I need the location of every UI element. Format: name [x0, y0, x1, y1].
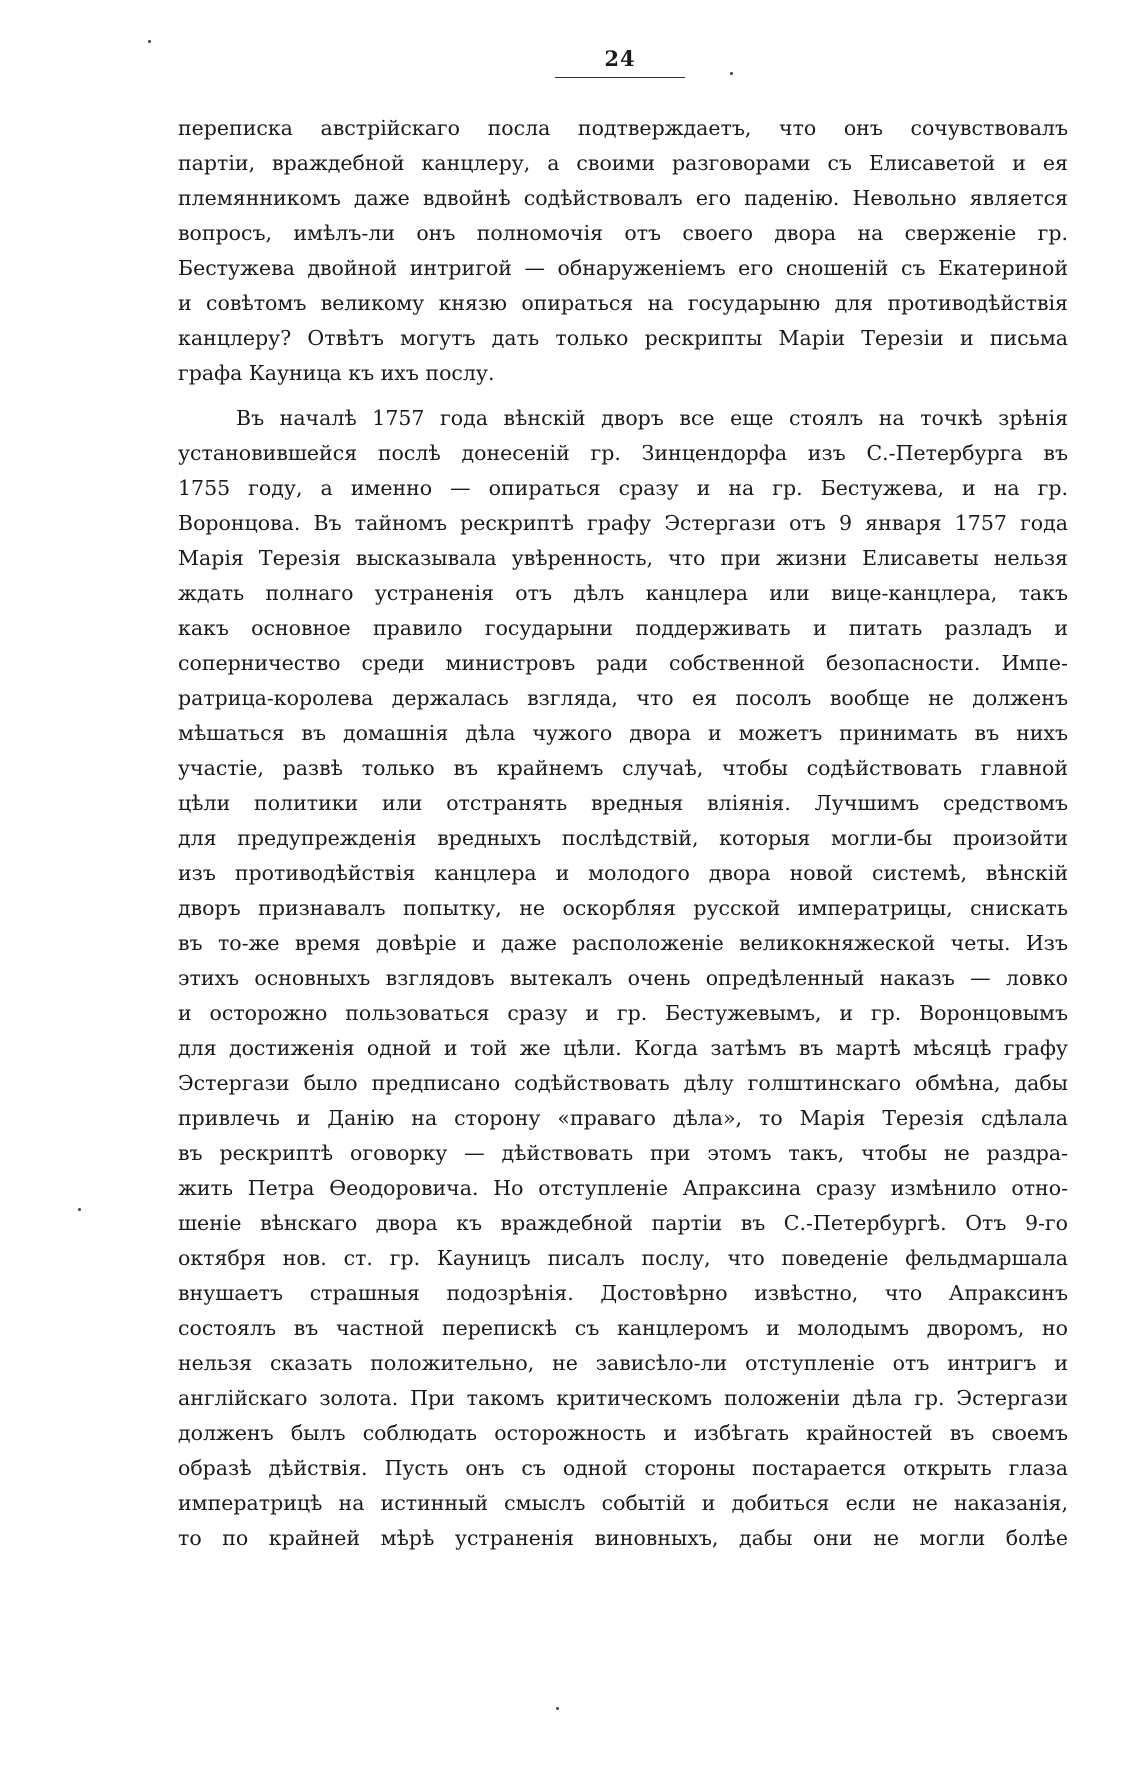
- scan-speck: [148, 40, 151, 43]
- scan-speck: [730, 72, 733, 75]
- text-line: ждать полнаго устраненія отъ дѣлъ канцлера или вице-канцлера, такъ: [178, 581, 1068, 605]
- text-line: императрицѣ на истинный смыслъ событій и добиться если не наказанія,: [178, 1491, 1068, 1515]
- text-line: партіи, враждебной канцлеру, а своими разговорами съ Елисаветой и ея: [178, 151, 1068, 175]
- text-line: Эстергази было предписано содѣйствовать дѣлу голштинскаго обмѣна, дабы: [178, 1071, 1068, 1095]
- text-line: и совѣтомъ великому князю опираться на государыню для противодѣйствія: [178, 291, 1068, 315]
- page-number: 24: [604, 46, 636, 71]
- text-line: переписка австрійскаго посла подтверждаетъ, что онъ сочувствовалъ: [178, 116, 1068, 140]
- text-line: жить Петра Ѳеодоровича. Но отступленіе Апраксина сразу измѣнило отно-: [178, 1176, 1068, 1200]
- text-line: мѣшаться въ домашнія дѣла чужого двора и можетъ принимать въ нихъ: [178, 721, 1068, 745]
- text-line: этихъ основныхъ взглядовъ вытекалъ очень опредѣленный наказъ — ловко: [178, 966, 1068, 990]
- text-line: и осторожно пользоваться сразу и гр. Бестужевымъ, и гр. Воронцовымъ: [178, 1001, 1068, 1025]
- text-line: шеніе вѣнскаго двора къ враждебной партіи въ С.-Петербургѣ. Отъ 9-го: [178, 1211, 1068, 1235]
- text-line: изъ противодѣйствія канцлера и молодого двора новой системѣ, вѣнскій: [178, 861, 1068, 885]
- text-line: внушаетъ страшныя подозрѣнія. Достовѣрно извѣстно, что Апраксинъ: [178, 1281, 1068, 1305]
- text-line: установившейся послѣ донесеній гр. Зинцендорфа изъ С.-Петербурга въ: [178, 441, 1068, 465]
- text-line: образѣ дѣйствія. Пусть онъ съ одной стороны постарается открыть глаза: [178, 1456, 1068, 1480]
- text-line: вопросъ, имѣлъ-ли онъ полномочія отъ своего двора на сверженіе гр.: [178, 221, 1068, 245]
- paragraph-2: [178, 401, 1068, 1556]
- text-line: нельзя сказать положительно, не зависѣло-ли отступленіе отъ интригъ и: [178, 1351, 1068, 1375]
- text-line: англійскаго золота. При такомъ критическомъ положеніи дѣла гр. Эстергази: [178, 1386, 1068, 1410]
- text-line: Въ началѣ 1757 года вѣнскій дворъ все еще стоялъ на точкѣ зрѣнія: [236, 406, 1068, 430]
- text-line: соперничество среди министровъ ради собственной безопасности. Импе-: [178, 651, 1068, 675]
- text-line: Воронцова. Въ тайномъ рескриптѣ графу Эстергази отъ 9 января 1757 года: [178, 511, 1068, 535]
- scan-speck: [78, 1208, 81, 1211]
- text-line: цѣли политики или отстранять вредныя вліянія. Лучшимъ средствомъ: [178, 791, 1068, 815]
- text-line: для предупрежденія вредныхъ послѣдствій, которыя могли-бы произойти: [178, 826, 1068, 850]
- text-line: Бестужева двойной интригой — обнаруженіемъ его сношеній съ Екатериной: [178, 256, 1068, 280]
- text-line: въ то-же время довѣріе и даже расположеніе великокняжеской четы. Изъ: [178, 931, 1068, 955]
- text-line: октября нов. ст. гр. Кауницъ писалъ послу, что поведеніе фельдмаршала: [178, 1246, 1068, 1270]
- text-line: дворъ признавалъ попытку, не оскорбляя русской императрицы, снискать: [178, 896, 1068, 920]
- text-line: графа Кауница къ ихъ послу.: [178, 361, 495, 385]
- paragraph-1: [178, 111, 1068, 391]
- scan-speck: [556, 1707, 559, 1710]
- text-line: состоялъ въ частной перепискѣ съ канцлеромъ и молодымъ дворомъ, но: [178, 1316, 1068, 1340]
- text-line: въ рескриптѣ оговорку — дѣйствовать при этомъ такъ, чтобы не раздра-: [178, 1141, 1068, 1165]
- text-line: 1755 году, а именно — опираться сразу и на гр. Бестужева, и на гр.: [178, 476, 1068, 500]
- text-line: канцлеру? Отвѣтъ могутъ дать только рескрипты Маріи Терезіи и письма: [178, 326, 1068, 350]
- text-line: Марія Терезія высказывала увѣренность, что при жизни Елисаветы нельзя: [178, 546, 1068, 570]
- text-line: то по крайней мѣрѣ устраненія виновныхъ, дабы они не могли болѣе: [178, 1526, 1068, 1550]
- text-line: племянникомъ даже вдвойнѣ содѣйствовалъ его паденію. Невольно является: [178, 186, 1068, 210]
- text-line: какъ основное правило государыни поддерживать и питать разладъ и: [178, 616, 1068, 640]
- text-line: ратрица-королева держалась взгляда, что ея посолъ вообще не долженъ: [178, 686, 1068, 710]
- text-line: для достиженія одной и той же цѣли. Когда затѣмъ въ мартѣ мѣсяцѣ графу: [178, 1036, 1068, 1060]
- page-number-rule: [555, 77, 685, 78]
- text-line: привлечь и Данію на сторону «праваго дѣла», то Марія Терезія сдѣлала: [178, 1106, 1068, 1130]
- text-line: участіе, развѣ только въ крайнемъ случаѣ, чтобы содѣйствовать главной: [178, 756, 1068, 780]
- text-line: долженъ былъ соблюдать осторожность и избѣгать крайностей въ своемъ: [178, 1421, 1068, 1445]
